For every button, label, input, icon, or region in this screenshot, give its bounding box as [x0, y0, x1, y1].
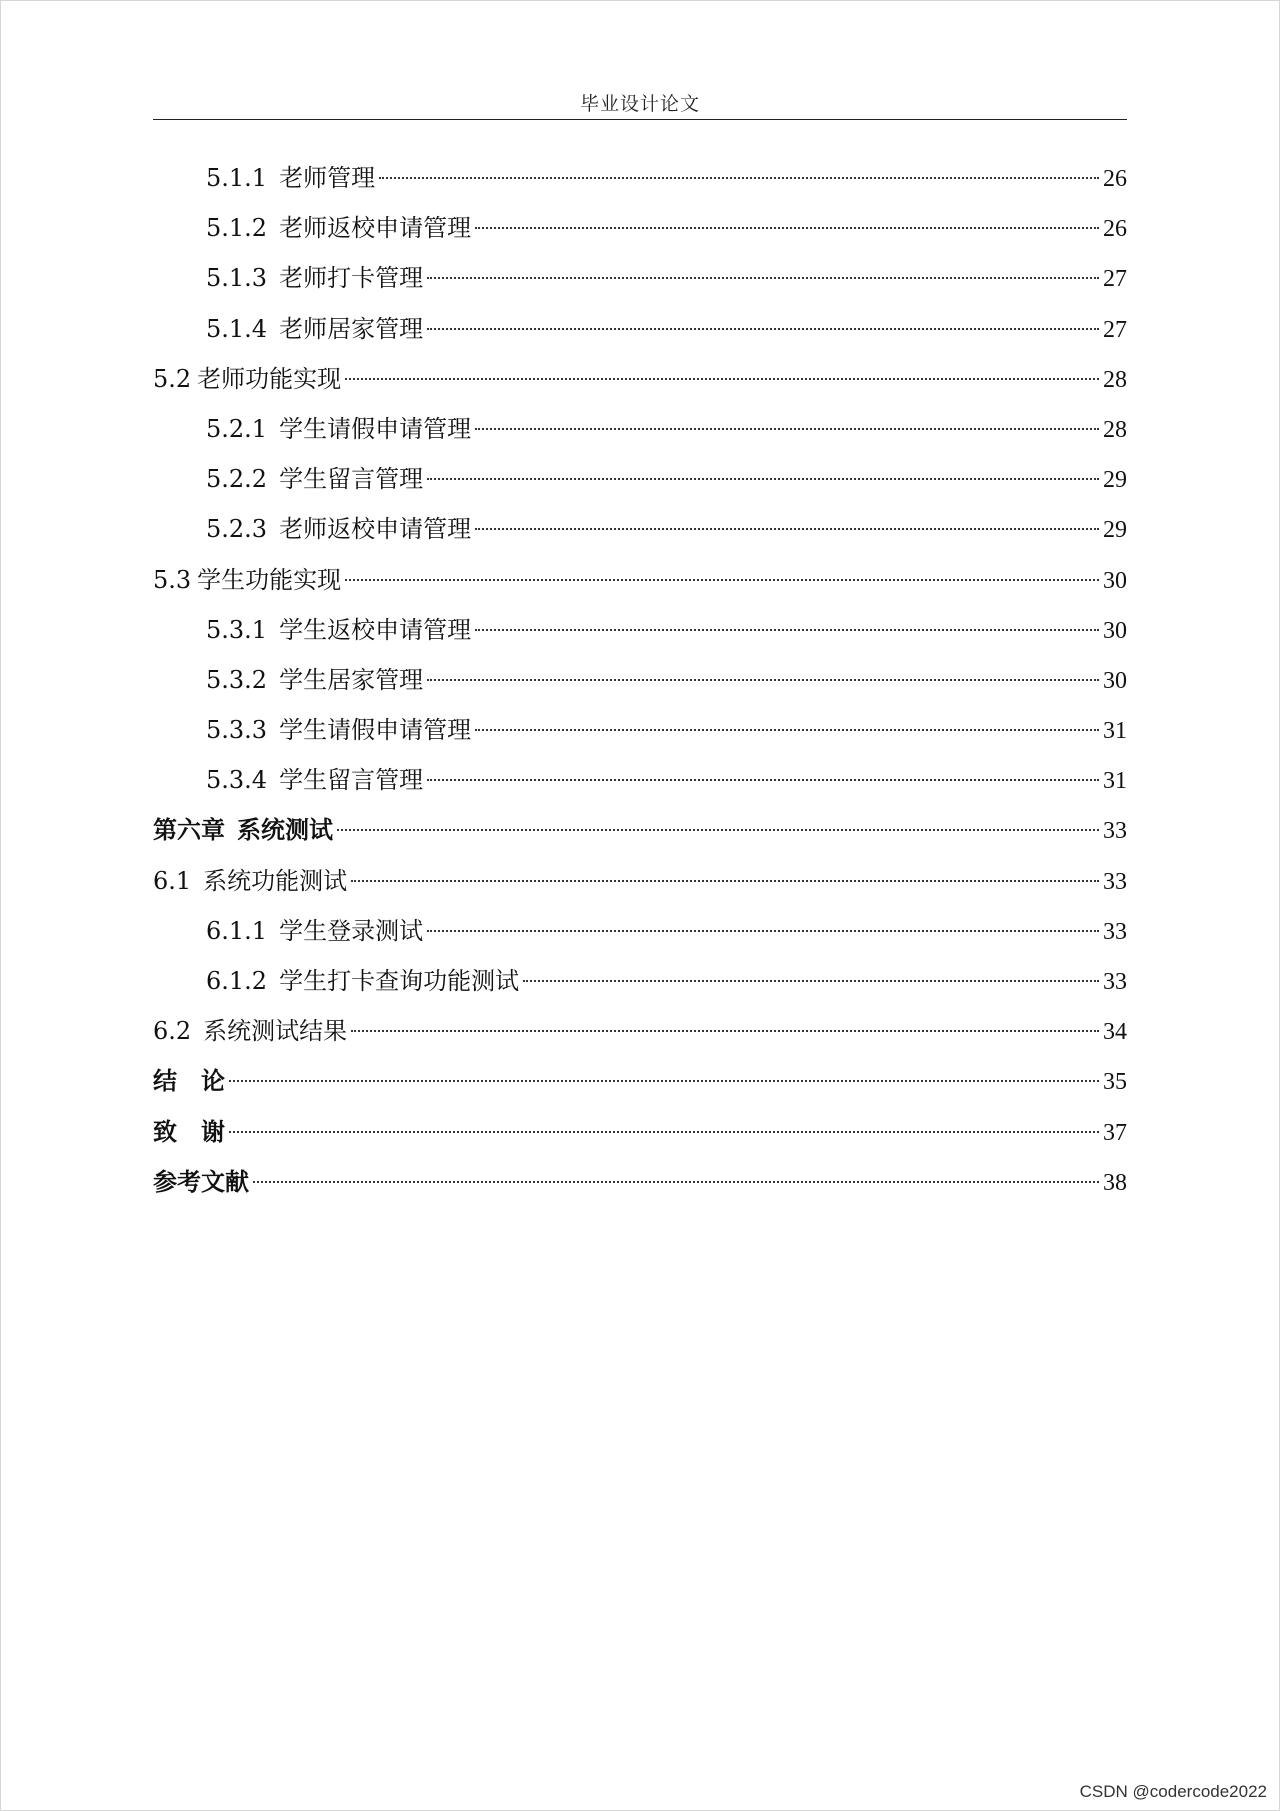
toc-entry-number: 5.3.3: [206, 716, 268, 745]
toc-entry-title: 结 论: [153, 1066, 225, 1096]
toc-entry-number: 5.1.4: [206, 314, 268, 343]
toc-leader-dots: [253, 1181, 1099, 1183]
toc-entry[interactable]: [153, 655, 1127, 705]
toc-entry-title: 系统测试: [237, 815, 333, 845]
toc-entry[interactable]: [153, 956, 1127, 1006]
toc-entry[interactable]: [153, 805, 1127, 855]
toc-entry-title: 参考文献: [153, 1166, 249, 1196]
toc-leader-dots: [427, 277, 1099, 279]
toc-entry-page-number: 28: [1103, 366, 1127, 393]
toc-entry[interactable]: [153, 1107, 1127, 1157]
toc-entry[interactable]: [153, 153, 1127, 203]
toc-entry-label: [206, 605, 475, 655]
toc-entry-number: 6.1.1: [206, 916, 268, 945]
toc-entry-label: [206, 203, 475, 253]
toc-leader-dots: [523, 980, 1099, 982]
toc-leader-dots: [229, 1080, 1099, 1082]
toc-entry-label: [153, 1107, 229, 1157]
toc-entry[interactable]: [153, 856, 1127, 906]
toc-entry-page-number: 33: [1103, 818, 1127, 845]
toc-entry-page-number: 33: [1103, 918, 1127, 945]
toc-entry-page-number: 27: [1103, 316, 1127, 343]
toc-entry-title: 学生打卡查询功能测试: [279, 967, 520, 995]
toc-entry-page-number: 27: [1103, 266, 1127, 293]
toc-entry-page-number: 30: [1103, 617, 1127, 644]
toc-entry[interactable]: [153, 354, 1127, 404]
toc-leader-dots: [229, 1131, 1099, 1133]
toc-entry-title: 老师居家管理: [279, 314, 424, 343]
toc-entry-title: 系统功能测试: [203, 866, 348, 895]
toc-entry-title: 学生功能实现: [197, 565, 342, 594]
toc-leader-dots: [379, 177, 1099, 179]
toc-entry-number: 5.2.1: [206, 414, 268, 443]
toc-entry[interactable]: [153, 253, 1127, 303]
toc-entry-number: 5.3: [153, 565, 192, 594]
toc-entry-number: 5.3.4: [206, 766, 268, 795]
toc-entry-page-number: 26: [1103, 216, 1127, 243]
toc-leader-dots: [475, 428, 1099, 430]
toc-entry-label: [206, 906, 427, 956]
toc-leader-dots: [427, 679, 1099, 681]
running-header: 毕业设计论文: [153, 89, 1127, 120]
toc-entry[interactable]: [153, 555, 1127, 605]
toc-entry-label: [153, 354, 345, 404]
toc-entry-page-number: 38: [1103, 1169, 1127, 1196]
toc-entry-number: 6.1.2: [206, 967, 268, 995]
toc-entry-page-number: 33: [1103, 969, 1127, 995]
toc-entry-page-number: 31: [1103, 718, 1127, 745]
table-of-contents: [153, 153, 1127, 1207]
toc-entry-label: [206, 755, 427, 805]
toc-leader-dots: [427, 930, 1099, 932]
toc-entry-page-number: 35: [1103, 1069, 1127, 1096]
toc-entry-number: 5.1.1: [206, 164, 268, 192]
toc-entry-title: 学生登录测试: [279, 916, 424, 945]
toc-entry-label: [206, 504, 475, 554]
toc-entry-number: 5.3.1: [206, 615, 268, 644]
toc-entry-label: [206, 404, 475, 454]
toc-entry-page-number: 26: [1103, 166, 1127, 192]
toc-entry-title: 系统测试结果: [203, 1017, 348, 1046]
toc-entry-page-number: 30: [1103, 567, 1127, 594]
toc-entry-label: [153, 1157, 253, 1207]
toc-leader-dots: [475, 528, 1099, 530]
toc-leader-dots: [345, 378, 1099, 380]
toc-entry-label: [153, 805, 337, 855]
toc-entry-title: 学生请假申请管理: [279, 414, 472, 443]
toc-entry-page-number: 30: [1103, 667, 1127, 694]
toc-entry-title: 老师管理: [279, 164, 376, 192]
toc-entry-label: [206, 956, 523, 1006]
toc-entry-number: 5.2.2: [206, 465, 268, 494]
toc-entry-label: [153, 1056, 229, 1106]
toc-entry[interactable]: [153, 203, 1127, 253]
toc-entry-label: [206, 153, 379, 203]
toc-entry[interactable]: [153, 1157, 1127, 1207]
toc-entry-number: 5.2: [153, 364, 192, 393]
toc-entry-label: [206, 705, 475, 755]
toc-entry-title: 老师返校申请管理: [279, 515, 472, 544]
toc-entry-title: 学生返校申请管理: [279, 615, 472, 644]
toc-leader-dots: [427, 478, 1099, 480]
toc-leader-dots: [351, 1030, 1099, 1032]
toc-entry-number: 5.2.3: [206, 515, 268, 544]
toc-entry-label: [153, 1006, 351, 1056]
toc-entry[interactable]: [153, 404, 1127, 454]
toc-entry-page-number: 28: [1103, 416, 1127, 443]
toc-entry-title: 学生留言管理: [279, 766, 424, 795]
toc-entry[interactable]: [153, 454, 1127, 504]
toc-entry[interactable]: [153, 906, 1127, 956]
toc-entry[interactable]: [153, 755, 1127, 805]
toc-entry-title: 学生请假申请管理: [279, 716, 472, 745]
toc-entry-number: 6.2: [153, 1017, 192, 1046]
toc-entry[interactable]: [153, 304, 1127, 354]
toc-leader-dots: [475, 729, 1099, 731]
toc-leader-dots: [351, 880, 1099, 882]
toc-leader-dots: [427, 328, 1099, 330]
toc-entry-label: [206, 304, 427, 354]
toc-leader-dots: [475, 227, 1099, 229]
toc-leader-dots: [475, 629, 1099, 631]
toc-entry[interactable]: [153, 705, 1127, 755]
toc-entry-title: 老师功能实现: [197, 364, 342, 393]
toc-entry-title: 老师打卡管理: [279, 264, 424, 293]
toc-leader-dots: [345, 579, 1099, 581]
toc-entry[interactable]: [153, 1056, 1127, 1106]
toc-entry-title: 学生留言管理: [279, 465, 424, 494]
toc-entry-page-number: 33: [1103, 868, 1127, 895]
toc-entry-page-number: 31: [1103, 768, 1127, 795]
toc-entry-label: [206, 655, 427, 705]
toc-entry-page-number: 29: [1103, 467, 1127, 494]
toc-entry-number: 5.1.2: [206, 214, 268, 243]
toc-entry-title: 学生居家管理: [279, 665, 424, 694]
toc-entry-number: 6.1: [153, 866, 192, 895]
toc-entry-number: 5.3.2: [206, 665, 268, 694]
toc-entry-label: [153, 856, 351, 906]
toc-entry[interactable]: [153, 605, 1127, 655]
toc-entry-number: 5.1.3: [206, 264, 268, 293]
toc-entry-title: 致 谢: [153, 1116, 225, 1146]
toc-entry-page-number: 29: [1103, 517, 1127, 544]
toc-entry[interactable]: [153, 504, 1127, 554]
source-watermark: CSDN @codercode2022: [1079, 1782, 1267, 1801]
toc-leader-dots: [337, 829, 1099, 831]
toc-entry-title: 老师返校申请管理: [279, 214, 472, 243]
toc-entry-label: [206, 253, 427, 303]
toc-entry-label: [206, 454, 427, 504]
toc-entry-page-number: 37: [1103, 1119, 1127, 1146]
toc-entry-number: 第六章: [153, 815, 225, 845]
toc-entry-label: [153, 555, 345, 605]
toc-leader-dots: [427, 779, 1099, 781]
toc-entry-page-number: 34: [1103, 1019, 1127, 1046]
toc-entry[interactable]: [153, 1006, 1127, 1056]
